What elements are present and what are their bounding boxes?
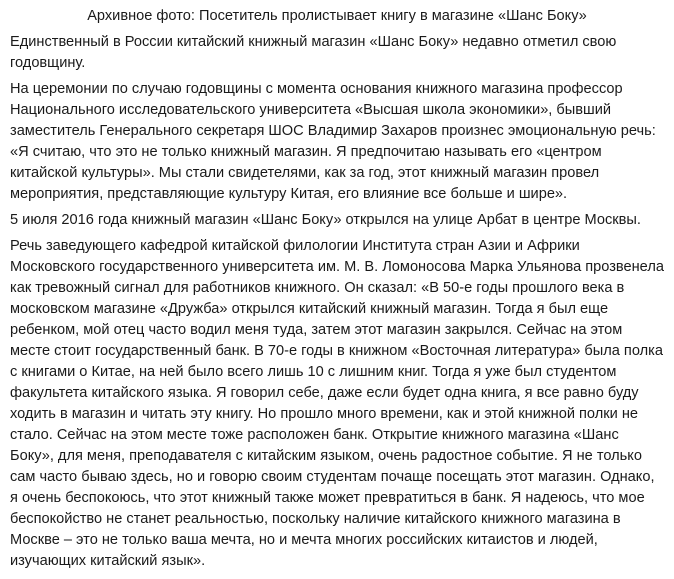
article-paragraph-ceremony: На церемонии по случаю годовщины с момента основания книжного магазина профессор Национального исследовательского университета «Высшая школа экономики», бывший заместитель Генерального секретаря ШОС Владимир Захаров произнес эмоциональную речь: «Я считаю, что это не только книжный магазин. Я предпочитаю называть его «центром китайской культуры». Мы стали свидетелями, как за год, этот книжный магазин провел мероприятия, представляющие культуру Китая, его влияние все больше и шире». — [10, 81, 656, 202]
article-paragraph-opening-date: 5 июля 2016 года книжный магазин «Шанс Боку» открылся на улице Арбат в центре Москвы. — [10, 212, 641, 228]
article-paragraph-intro: Единственный в России китайский книжный магазин «Шанс Боку» недавно отметил свою годовщину. — [10, 34, 617, 71]
photo-caption: Архивное фото: Посетитель пролистывает книгу в магазине «Шанс Боку» — [87, 8, 587, 24]
article-paragraph-ulyanov-speech: Речь заведующего кафедрой китайской филологии Института стран Азии и Африки Московского государственного университета им. М. В. Ломоносова Марка Ульянова прозвенела как тревожный сигнал для работников книжного. Он сказал: «В 50-е годы прошлого века в московском магазине «Дружба» открылся китайский книжный магазин. Тогда я был еще ребенком, мой отец часто водил меня туда, затем этот магазин закрылся. Сейчас на этом месте стоит государственный банк. В 70-е годы в книжном «Восточная литература» была полка с книгами о Китае, на ней было всего лишь 10 с лишним книг. Тогда я уже был студентом факультета китайского языка. Я говорил себе, даже если будет одна книга, я все равно буду ходить в магазин и читать эту книгу. Но прошло много времени, как и этой книжной полки не стало. Сейчас на этом месте тоже расположен банк. Открытие книжного магазина «Шанс Боку», для меня, преподавателя с китайским языком, очень радостное событие. Я не только сам часто бываю здесь, но и говорю своим студентам почаще посещать этот магазин. Однако, я очень беспокоюсь, что этот книжный также может превратиться в банк. Я надеюсь, что мое беспокойство не станет реальностью, поскольку наличие китайского книжного магазина в Москве – это не только ваша мечта, но и мечта многих российских китаистов и людей, изучающих китайский язык». — [10, 238, 664, 569]
